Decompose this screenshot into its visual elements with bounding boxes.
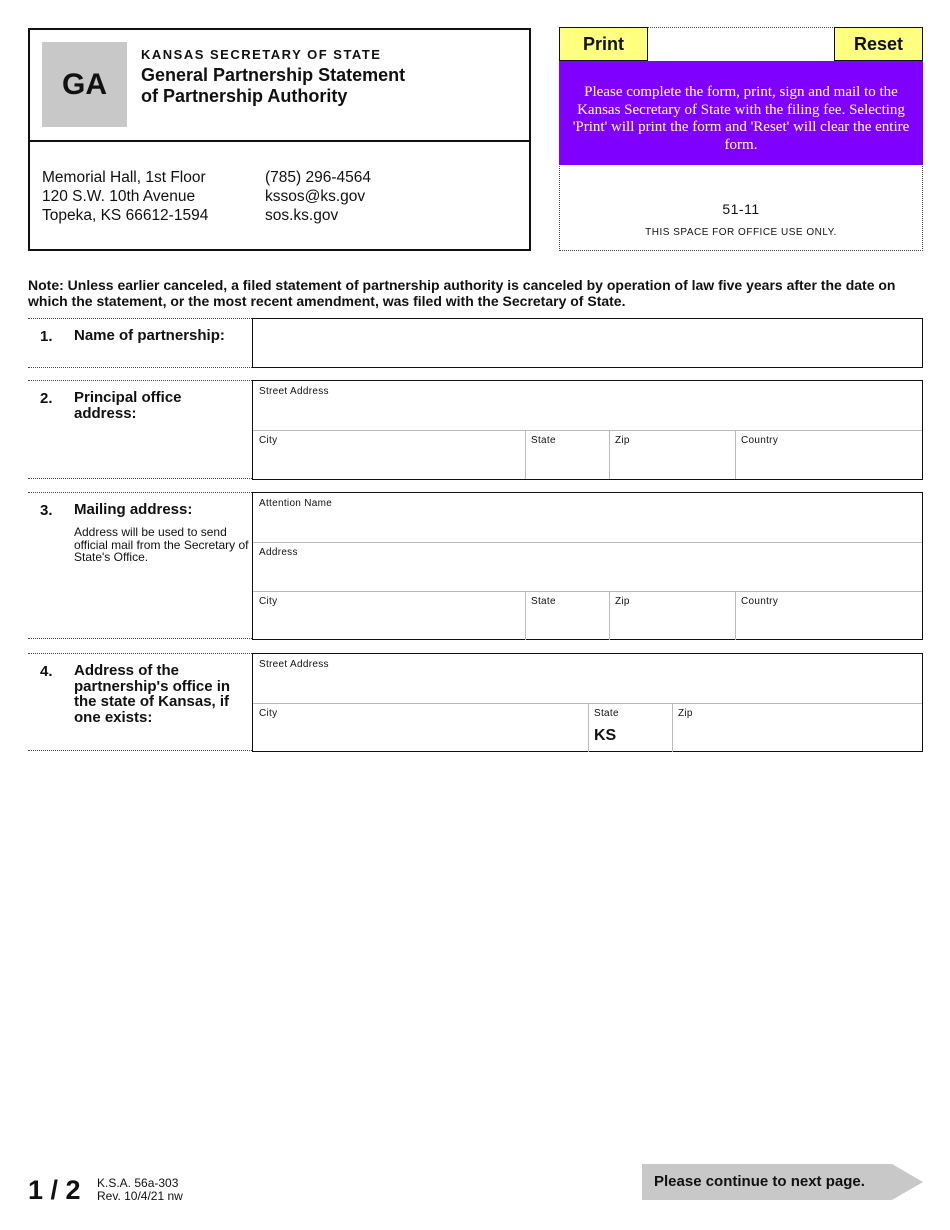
principal-office-fields	[252, 380, 923, 480]
principal-country-field[interactable]	[735, 430, 921, 479]
section-3-label	[28, 492, 252, 639]
principal-state-field[interactable]	[525, 430, 609, 479]
mailing-zip-field[interactable]	[609, 591, 735, 640]
address-line: 120 S.W. 10th Avenue	[42, 188, 196, 205]
field-label: City	[259, 596, 278, 607]
attention-name-field[interactable]	[253, 493, 922, 542]
field-label: State	[531, 435, 556, 446]
field-label: Address	[259, 547, 298, 558]
kansas-street-field[interactable]	[253, 654, 922, 703]
kansas-state-value: KS	[594, 727, 617, 744]
kansas-zip-field[interactable]	[672, 703, 921, 752]
website: sos.ks.gov	[265, 207, 339, 224]
section-4-label	[28, 653, 252, 751]
partnership-name-cell	[253, 319, 922, 367]
kansas-street-cell	[253, 654, 922, 703]
kansas-office-fields	[252, 653, 923, 752]
continue-text: Please continue to next page.	[654, 1173, 865, 1190]
field-label: State	[531, 596, 556, 607]
principal-city-field[interactable]	[253, 430, 525, 479]
mailing-address-cell	[253, 542, 922, 591]
office-address	[42, 168, 208, 225]
field-label: Attention Name	[259, 498, 333, 509]
address-line: Topeka, KS 66612-1594	[42, 207, 209, 224]
mailing-country-field[interactable]	[735, 591, 921, 640]
section-number: 2.	[40, 390, 53, 407]
form-title	[141, 65, 471, 107]
kansas-city-row	[253, 703, 922, 752]
kansas-state-field[interactable]	[588, 703, 672, 752]
section-title: Name of partnership:	[74, 327, 225, 344]
form-title-line2: of Partnership Authority	[141, 86, 348, 106]
principal-street-cell	[253, 381, 922, 430]
form-code: 51-11	[722, 201, 760, 217]
header-box	[28, 28, 531, 251]
partnership-name-field[interactable]	[252, 318, 923, 368]
field-label: City	[259, 708, 278, 719]
form-title-line1: General Partnership Statement	[141, 65, 406, 85]
principal-street-field[interactable]	[253, 381, 922, 430]
office-use-panel	[559, 27, 923, 251]
field-label: State	[594, 708, 619, 719]
field-label: Street Address	[259, 386, 329, 397]
kansas-city-field[interactable]	[253, 703, 588, 752]
principal-zip-field[interactable]	[609, 430, 735, 479]
page-number: 1 / 2	[28, 1175, 81, 1205]
principal-city-row	[253, 430, 922, 479]
section-number: 4.	[40, 663, 53, 680]
revision: Rev. 10/4/21 nw	[97, 1189, 183, 1203]
section-number: 1.	[40, 328, 53, 345]
section-title: Address of the partnership's office in the state of Kansas, if one exists:	[74, 662, 231, 726]
section-1-label	[28, 318, 252, 368]
statute: K.S.A. 56a-303	[97, 1176, 179, 1190]
section-title: Principal office address:	[74, 389, 182, 422]
mailing-address-field[interactable]	[253, 542, 922, 591]
mailing-address-fields	[252, 492, 923, 640]
field-label: Zip	[678, 708, 693, 719]
form-badge: GA	[42, 42, 127, 127]
office-use-note: THIS SPACE FOR OFFICE USE ONLY.	[645, 227, 837, 238]
address-line: Memorial Hall, 1st Floor	[42, 169, 206, 186]
field-label: Zip	[615, 435, 630, 446]
office-contact	[265, 168, 371, 225]
phone: (785) 296-4564	[265, 169, 371, 186]
section-title: Mailing address:	[74, 501, 193, 518]
continue-arrow	[642, 1164, 924, 1200]
attention-name-cell	[253, 493, 922, 542]
field-label: City	[259, 435, 278, 446]
section-2-label	[28, 380, 252, 479]
field-label: Country	[741, 596, 779, 607]
mailing-city-row	[253, 591, 922, 640]
field-label: Street Address	[259, 659, 329, 670]
field-label: Country	[741, 435, 779, 446]
agency-name: KANSAS SECRETARY OF STATE	[141, 47, 382, 62]
email: kssos@ks.gov	[265, 188, 366, 205]
mailing-state-field[interactable]	[525, 591, 609, 640]
reset-button[interactable]: Reset	[834, 27, 923, 61]
header-title-area	[30, 30, 529, 142]
section-subtitle: Address will be used to send official mail from the Secretary of State's Office.	[74, 525, 249, 564]
mailing-city-field[interactable]	[253, 591, 525, 640]
instructions-banner: Please complete the form, print, sign and mail to the Kansas Secretary of State with the filing fee. Selecting 'Print' will print the form and 'Reset' will clear the entire form.	[559, 61, 923, 165]
field-label: Zip	[615, 596, 630, 607]
footer-meta	[97, 1177, 183, 1203]
cancellation-note: Note: Unless earlier canceled, a filed statement of partnership authority is canceled by operation of law five years after the date on which the statement, or the most recent amendment, was filed with the Secretary of State.	[28, 277, 896, 309]
print-button[interactable]: Print	[559, 27, 648, 61]
section-number: 3.	[40, 502, 53, 519]
